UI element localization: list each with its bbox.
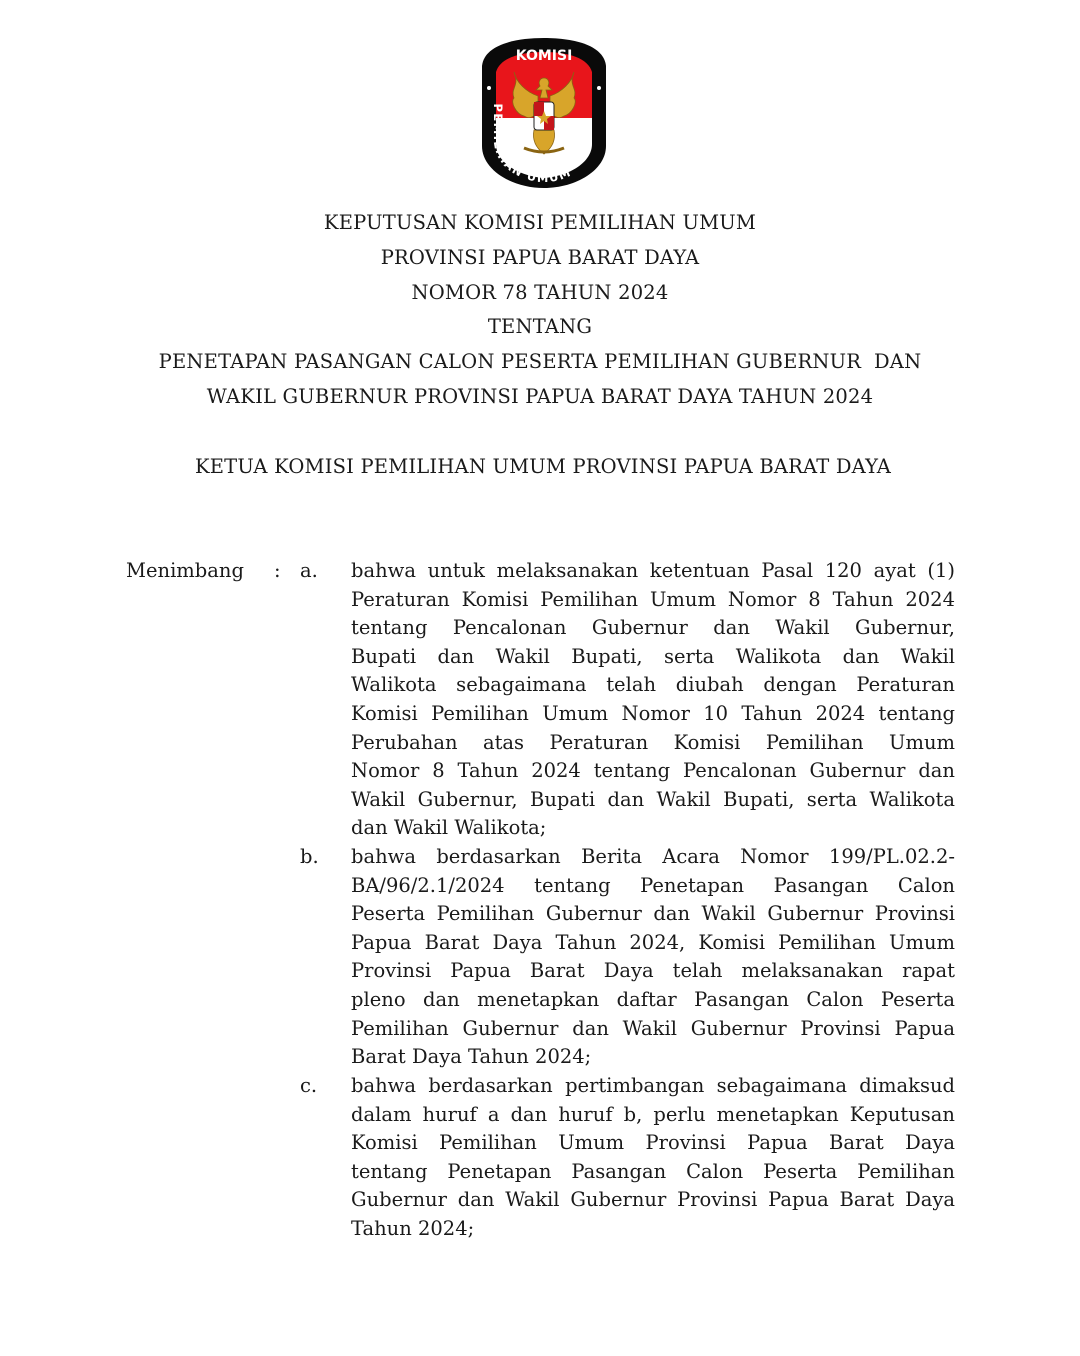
text-line: Pemilihan Gubernur dan Wakil Gubernur Provinsi Papua bbox=[351, 1016, 955, 1040]
text-line: Peraturan Komisi Pemilihan Umum Nomor 8 Tahun 2024 bbox=[351, 587, 955, 611]
text-line: dalam huruf a dan huruf b, perlu menetapkan Keputusan bbox=[351, 1102, 955, 1126]
text-line: Komisi Pemilihan Umum Nomor 10 Tahun 2024 tentang bbox=[351, 701, 955, 725]
item-marker: b. bbox=[300, 845, 319, 868]
item-marker: c. bbox=[300, 1074, 318, 1097]
text-line: bahwa untuk melaksanakan ketentuan Pasal 120 ayat (1) bbox=[351, 559, 955, 582]
text-line: pleno dan menetapkan daftar Pasangan Calon Peserta bbox=[351, 987, 955, 1011]
item-text bbox=[351, 843, 955, 1072]
text-line: Perubahan atas Peraturan Komisi Pemilihan Umum bbox=[351, 730, 955, 754]
menimbang-label: Menimbang bbox=[126, 559, 244, 582]
text-line: Walikota sebagaimana telah diubah dengan Peraturan bbox=[351, 673, 955, 697]
text-line: Nomor 8 Tahun 2024 tentang Pencalonan Gubernur dan bbox=[351, 759, 955, 783]
document-title bbox=[0, 206, 1080, 415]
item-text bbox=[351, 1072, 955, 1244]
text-line: tentang Penetapan Pasangan Calon Peserta Pemilihan bbox=[351, 1159, 955, 1183]
title-line-tentang: TENTANG bbox=[487, 315, 593, 339]
text-line: tentang Pencalonan Gubernur dan Wakil Gubernur, bbox=[351, 616, 955, 640]
menimbang-item-b bbox=[300, 843, 955, 1072]
kpu-emblem-icon bbox=[480, 36, 608, 188]
text-line: Provinsi Papua Barat Daya telah melaksanakan rapat bbox=[351, 959, 955, 983]
title-line-subject-2: WAKIL GUBERNUR PROVINSI PAPUA BARAT DAYA TAHUN 2024 bbox=[206, 384, 874, 408]
text-line: Peserta Pemilihan Gubernur dan Wakil Gubernur Provinsi bbox=[351, 902, 955, 926]
logo-ring-text: PEMILIHAN UMUM bbox=[490, 103, 574, 186]
logo-top-text: KOMISI bbox=[515, 48, 573, 64]
title-line-provinsi: PROVINSI PAPUA BARAT DAYA bbox=[380, 245, 700, 269]
item-marker: a. bbox=[300, 559, 318, 582]
issuer-heading: KETUA KOMISI PEMILIHAN UMUM PROVINSI PAPUA BARAT DAYA bbox=[194, 455, 892, 478]
text-line: Wakil Gubernur, Bupati dan Wakil Bupati, serta Walikota bbox=[351, 787, 955, 811]
text-line: bahwa berdasarkan Berita Acara Nomor 199/PL.02.2- bbox=[351, 845, 955, 868]
title-line-keputusan: KEPUTUSAN KOMISI PEMILIHAN UMUM bbox=[323, 211, 757, 234]
kpu-logo bbox=[480, 36, 608, 188]
menimbang-colon: : bbox=[274, 559, 281, 582]
menimbang-item-a bbox=[300, 557, 955, 843]
text-line: bahwa berdasarkan pertimbangan sebagaimana dimaksud bbox=[351, 1074, 955, 1097]
item-text bbox=[351, 557, 955, 843]
text-line: Papua Barat Daya Tahun 2024, Komisi Pemilihan Umum bbox=[351, 930, 955, 954]
title-line-nomor: NOMOR 78 TAHUN 2024 bbox=[411, 280, 669, 304]
text-line: Gubernur dan Wakil Gubernur Provinsi Papua Barat Daya bbox=[351, 1188, 955, 1212]
menimbang-item-c bbox=[300, 1072, 955, 1244]
text-line: Tahun 2024; bbox=[351, 1216, 475, 1240]
text-line: BA/96/2.1/2024 tentang Penetapan Pasangan Calon bbox=[351, 873, 955, 897]
title-line-subject-1: PENETAPAN PASANGAN CALON PESERTA PEMILIHAN GUBERNUR DAN bbox=[158, 350, 922, 374]
text-line: Komisi Pemilihan Umum Provinsi Papua Barat Daya bbox=[351, 1131, 955, 1155]
text-line: dan Wakil Walikota; bbox=[351, 816, 547, 840]
text-line: Barat Daya Tahun 2024; bbox=[351, 1045, 592, 1069]
text-line: Bupati dan Wakil Bupati, serta Walikota dan Wakil bbox=[351, 644, 955, 668]
